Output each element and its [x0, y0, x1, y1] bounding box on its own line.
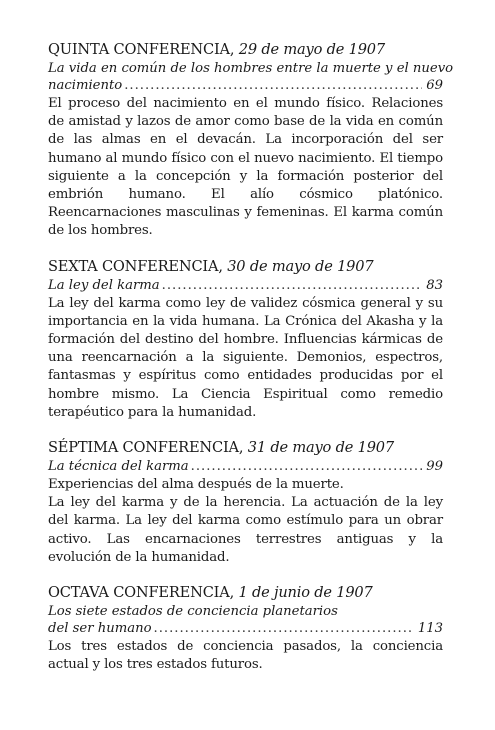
dot-leader	[162, 277, 423, 294]
lecture-title: La vida en común de los hombres entre la muerte y el nuevo	[48, 61, 454, 76]
lecture-heading	[48, 257, 443, 277]
lecture-title-end: del ser humano	[48, 621, 152, 637]
page-number: 113	[417, 621, 443, 637]
lecture-number: SÉPTIMA CONFERENCIA,	[48, 439, 244, 457]
lecture-title: Los siete estados de conciencia planetarios	[48, 604, 338, 620]
lecture-heading	[48, 583, 443, 603]
title-leader-line	[48, 458, 443, 475]
table-of-contents	[48, 40, 454, 690]
dot-leader	[124, 77, 422, 94]
title-leader-line	[48, 620, 443, 637]
lecture-number: SEXTA CONFERENCIA,	[48, 257, 223, 275]
lecture-date: 30 de mayo de 1907	[227, 257, 374, 275]
lecture-summary: La ley del karma y de la herencia. La actuación de la ley del karma. La ley del karma como estímulo para un obrar activo. Las encarnaciones terrestres antiguas y la evolución de la humanidad.	[48, 495, 443, 565]
lecture-date: 31 de mayo de 1907	[247, 439, 394, 457]
lecture-heading	[48, 40, 443, 60]
lecture-number: OCTAVA CONFERENCIA,	[48, 584, 235, 602]
lecture-summary: Los tres estados de conciencia pasados, la conciencia actual y los tres estados futuros.	[48, 639, 443, 673]
lecture-title-end: nacimiento	[48, 78, 123, 93]
lecture-summary: La ley del karma como ley de validez cósmica general y su importancia en la vida humana. La Crónica del Akasha y la formación del destino del hombre. Influencias kármicas de una reencarnación a la siguiente. Demonios, espectros, fantasmas y espíritus como entidades producidas por el hombre mismo. La Ciencia Espiritual como remedio terapéutico para la humanidad.	[48, 295, 443, 420]
lecture-date: 29 de mayo de 1907	[238, 41, 385, 58]
page-number: 83	[426, 277, 443, 293]
toc-entry-quinta	[48, 40, 454, 241]
title-leader-line	[48, 277, 443, 294]
page-number: 69	[426, 78, 443, 93]
lecture-title: La técnica del karma	[48, 459, 189, 475]
lecture-number: QUINTA CONFERENCIA,	[48, 41, 235, 58]
lecture-summary: El proceso del nacimiento en el mundo físico. Relaciones de amistad y lazos de amor como base de la vida en común de las almas en el devacán. La incorporación del ser humano al mundo físico con el nuevo nacimiento. El tiempo siguiente a la concepción y la formación posterior del embrión humano. El alío cósmico platónico. Reencarnaciones masculinas y femeninas. El karma común de los hombres.	[48, 96, 443, 239]
lecture-heading	[48, 438, 443, 458]
lecture-title: La ley del karma	[48, 277, 160, 293]
toc-entry-septima	[48, 438, 443, 567]
lecture-summary: Experiencias del alma después de la muerte.	[48, 477, 344, 493]
page-number: 99	[426, 459, 443, 475]
toc-entry-sexta	[48, 257, 443, 422]
toc-entry-octava	[48, 583, 443, 674]
dot-leader	[191, 458, 423, 475]
dot-leader	[154, 620, 414, 637]
title-leader-line	[48, 77, 443, 94]
lecture-date: 1 de junio de 1907	[238, 584, 373, 602]
